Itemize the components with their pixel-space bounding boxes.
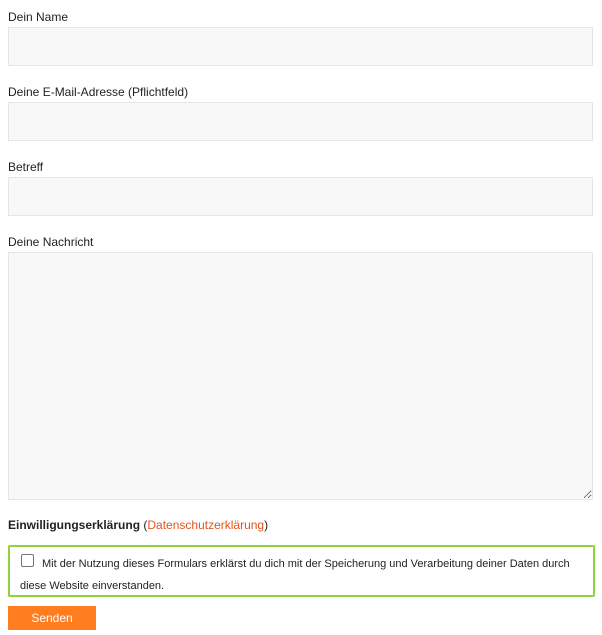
submit-button[interactable]: Senden	[8, 606, 96, 630]
message-label: Deine Nachricht	[8, 235, 94, 249]
message-textarea[interactable]	[8, 252, 593, 500]
subject-input[interactable]	[8, 177, 593, 216]
email-input[interactable]	[8, 102, 593, 141]
consent-heading-paren-open: (	[143, 518, 148, 532]
name-input[interactable]	[8, 27, 593, 66]
consent-text: Mit der Nutzung dieses Formulars erklärst du dich mit der Speicherung und Verarbeitung deiner Daten durch diese Website einverstanden.	[20, 558, 570, 592]
email-label: Deine E-Mail-Adresse (Pflichtfeld)	[8, 85, 189, 99]
name-label: Dein Name	[8, 10, 69, 24]
consent-heading-title: Einwilligungserklärung	[8, 518, 141, 532]
consent-box	[8, 545, 595, 597]
consent-heading-paren-close: )	[264, 518, 269, 532]
privacy-policy-link[interactable]: Datenschutzerklärung	[147, 518, 265, 532]
consent-heading	[8, 518, 268, 532]
subject-label: Betreff	[8, 160, 44, 174]
